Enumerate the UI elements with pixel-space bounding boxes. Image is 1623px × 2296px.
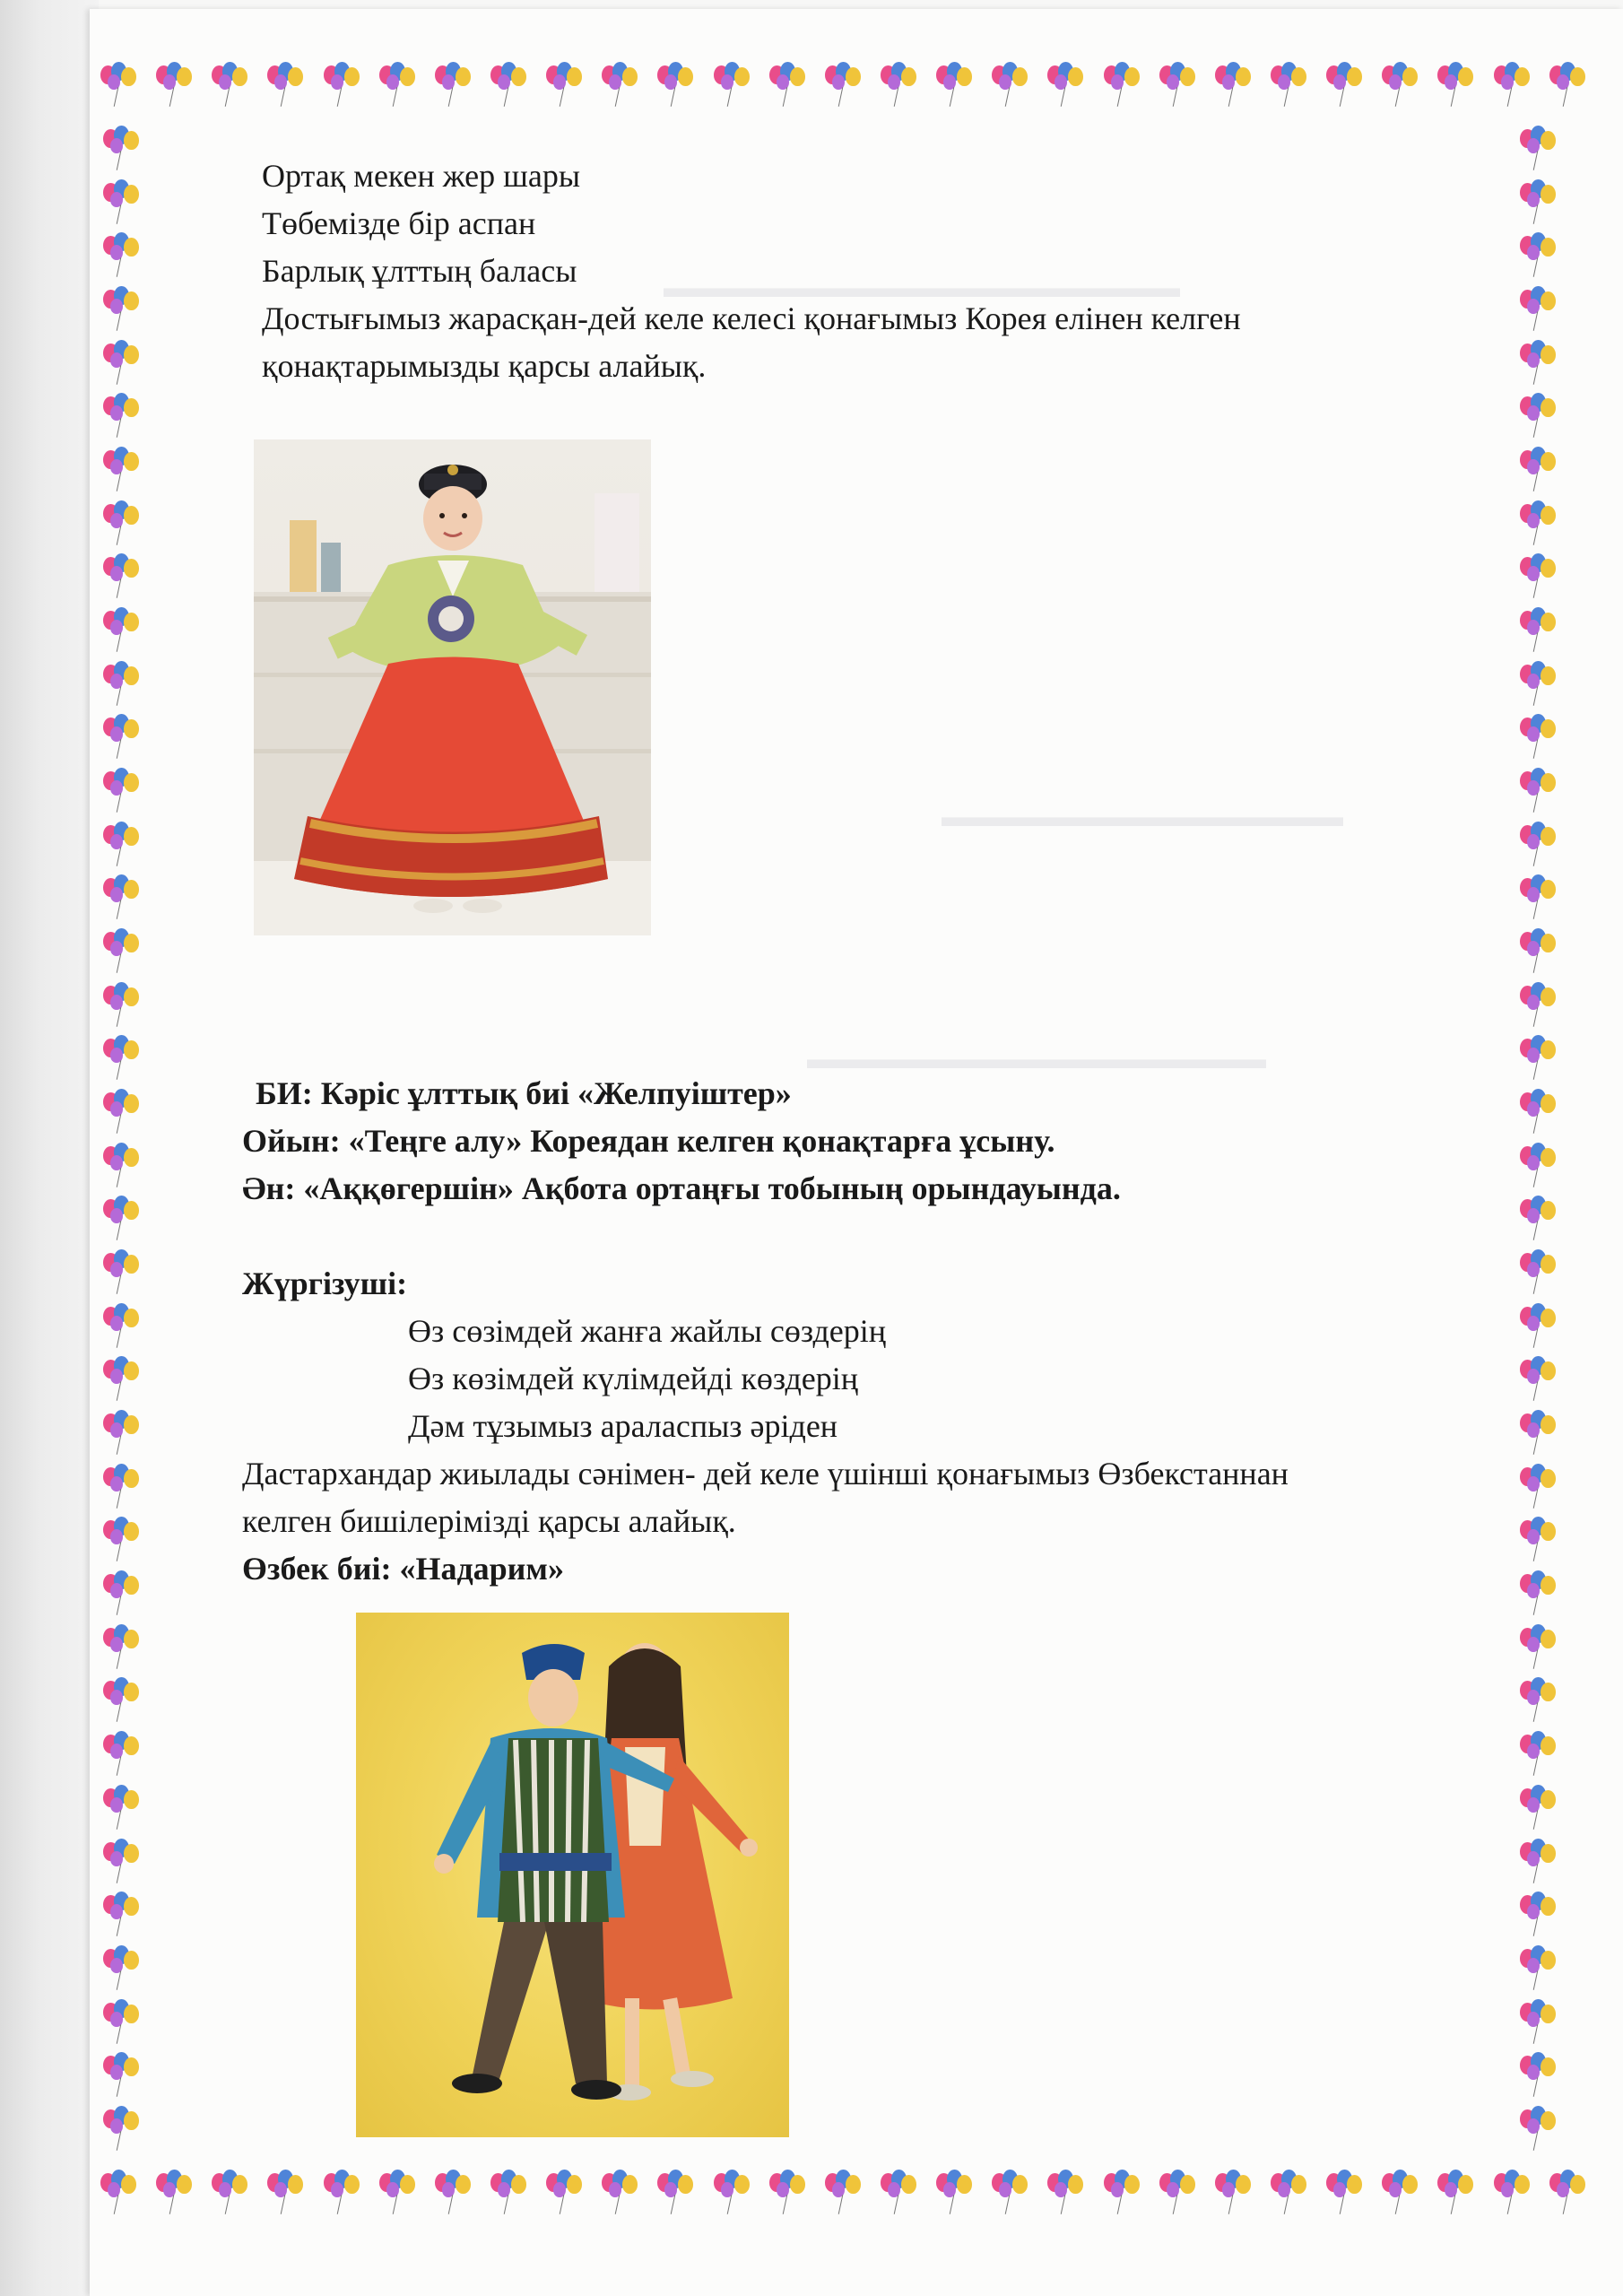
balloon-icon [1518,1303,1558,1350]
balloon-icon [1548,2170,1587,2216]
balloon-icon [1518,1410,1558,1457]
balloon-icon [1518,661,1558,708]
balloon-icon [1380,2170,1419,2216]
balloon-icon [101,982,141,1029]
balloon-icon [934,62,974,109]
show-through-line: ▬▬▬▬▬▬▬▬▬▬▬▬▬▬ [942,800,1343,832]
balloon-icon [489,2170,528,2216]
balloon-icon [101,1839,141,1885]
balloon-icon [101,232,141,279]
poem-line: Төбемізде бір аспан [262,205,536,241]
balloon-icon [101,179,141,226]
uzbek-dancers-drawing [356,1613,789,2137]
balloon-icon [1518,928,1558,975]
balloon-icon [101,1999,141,2046]
program-item-dance: БИ: Кәріс ұлттық биі «Желпуіштер» [256,1075,792,1111]
balloon-icon [1158,2170,1197,2216]
balloon-icon [544,2170,584,2216]
balloon-icon [1518,553,1558,600]
intro-uzbek-line: Дастархандар жиылады сәнімен- дей келе үшінші қонағымыз Өзбекстаннан [242,1456,1289,1492]
balloon-icon [655,2170,695,2216]
balloon-icon [1269,2170,1308,2216]
balloon-icon [101,340,141,387]
balloon-icon [210,62,249,109]
balloon-icon [101,1892,141,1938]
balloon-icon [990,2170,1029,2216]
balloon-icon [101,714,141,761]
balloon-icon [101,1624,141,1671]
balloon-icon [1158,62,1197,109]
balloon-icon [1518,1624,1558,1671]
program-item-game: Ойын: «Теңге алу» Кореядан келген қонақтарға ұсыну. [242,1123,1055,1159]
balloon-icon [879,2170,918,2216]
balloon-icon [101,928,141,975]
balloon-icon [378,2170,417,2216]
balloon-icon [1518,1570,1558,1617]
balloon-icon [322,2170,361,2216]
balloon-icon [1102,2170,1141,2216]
balloon-icon [101,1249,141,1296]
balloon-icon [265,62,305,109]
poem-line: Барлық ұлттың баласы [262,253,577,289]
balloon-icon [101,607,141,654]
balloon-border-left [90,126,152,2152]
balloon-icon [1518,2106,1558,2152]
balloon-icon [879,62,918,109]
balloon-icon [1518,1839,1558,1885]
balloon-icon [101,1570,141,1617]
balloon-icon [1518,607,1558,654]
balloon-icon [101,1303,141,1350]
balloon-icon [1518,822,1558,868]
program-item-song: Ән: «Аққөгершін» Ақбота ортаңғы тобының орындауында. [242,1170,1121,1206]
balloon-icon [1518,1945,1558,1992]
balloon-border-top [99,54,1587,117]
balloon-icon [101,126,141,172]
balloon-icon [1492,62,1532,109]
balloon-icon [600,2170,639,2216]
balloon-icon [1518,1731,1558,1778]
balloon-icon [210,2170,249,2216]
balloon-icon [1518,1892,1558,1938]
balloon-icon [101,1464,141,1510]
balloon-icon [1518,1143,1558,1189]
balloon-icon [1518,447,1558,493]
balloon-icon [101,553,141,600]
balloon-icon [1518,1196,1558,1242]
balloon-icon [1213,2170,1253,2216]
balloon-icon [101,447,141,493]
balloon-border-bottom [99,2161,1587,2224]
show-through-line: ▬▬▬▬▬▬▬▬▬▬▬▬▬▬▬▬▬▬ [664,271,1180,303]
balloon-icon [154,62,194,109]
balloon-icon [1518,1035,1558,1082]
poem-line: Өз сөзімдей жанға жайлы сөздерің [408,1313,887,1349]
balloon-icon [1548,62,1587,109]
balloon-icon [101,1196,141,1242]
balloon-icon [101,1517,141,1563]
balloon-icon [433,62,473,109]
scan-left-edge [0,0,99,2296]
balloon-icon [265,2170,305,2216]
balloon-icon [1518,1999,1558,2046]
balloon-icon [101,2106,141,2152]
balloon-icon [1518,286,1558,333]
balloon-icon [1492,2170,1532,2216]
balloon-icon [99,2170,138,2216]
balloon-icon [101,661,141,708]
balloon-icon [1518,1356,1558,1403]
balloon-icon [1436,2170,1475,2216]
balloon-icon [101,1089,141,1135]
show-through-line: ▬▬▬▬▬▬▬▬▬▬▬▬▬▬▬▬ [807,1042,1266,1074]
intro-korea-line: қонақтарымызды қарсы алайық. [262,348,707,384]
poem-line: Өз көзімдей күлімдейді көздерің [408,1361,859,1396]
balloon-icon [1518,393,1558,439]
balloon-icon [378,62,417,109]
balloon-icon [1518,1677,1558,1724]
balloon-icon [101,1731,141,1778]
balloon-icon [101,1410,141,1457]
balloon-icon [1518,1464,1558,1510]
balloon-icon [1518,500,1558,547]
balloon-icon [1436,62,1475,109]
balloon-icon [101,768,141,814]
balloon-icon [1518,982,1558,1029]
balloon-icon [101,286,141,333]
uzbek-dance-title: Өзбек биі: «Надарим» [242,1551,564,1587]
balloon-icon [934,2170,974,2216]
balloon-icon [1518,1785,1558,1831]
balloon-icon [600,62,639,109]
balloon-icon [101,500,141,547]
balloon-icon [101,2052,141,2099]
balloon-icon [101,1785,141,1831]
uzbek-dancers-illustration [356,1613,789,2137]
intro-uzbek-line: келген бишілерімізді қарсы алайық. [242,1503,736,1539]
balloon-icon [322,62,361,109]
hanbok-illustration [254,439,651,935]
balloon-icon [101,1677,141,1724]
balloon-icon [768,62,807,109]
balloon-icon [101,822,141,868]
balloon-icon [1518,874,1558,921]
balloon-icon [101,874,141,921]
girl-in-hanbok-photo [254,439,651,935]
balloon-icon [154,2170,194,2216]
balloon-icon [823,2170,863,2216]
balloon-icon [1518,768,1558,814]
balloon-icon [1046,62,1085,109]
balloon-icon [544,62,584,109]
balloon-icon [1518,2052,1558,2099]
balloon-icon [990,62,1029,109]
balloon-icon [489,62,528,109]
balloon-icon [712,62,751,109]
balloon-icon [101,1035,141,1082]
balloon-icon [823,62,863,109]
balloon-icon [1518,179,1558,226]
balloon-icon [655,62,695,109]
balloon-icon [1518,1517,1558,1563]
balloon-icon [1518,714,1558,761]
balloon-icon [1324,62,1364,109]
balloon-icon [433,2170,473,2216]
poem-line: Ортақ мекен жер шары [262,158,581,194]
balloon-icon [1046,2170,1085,2216]
intro-korea-line: Достығымыз жарасқан-дей келе келесі қонағымыз Корея елінен келген [262,300,1241,336]
balloon-border-right [1506,126,1569,2152]
balloon-icon [1518,126,1558,172]
balloon-icon [1380,62,1419,109]
balloon-icon [1213,62,1253,109]
balloon-icon [1518,1249,1558,1296]
balloon-icon [1269,62,1308,109]
poem-line: Дәм тұзымыз араласпыз әріден [408,1408,838,1444]
balloon-icon [768,2170,807,2216]
balloon-icon [101,1356,141,1403]
balloon-icon [101,1143,141,1189]
balloon-icon [101,1945,141,1992]
host-label: Жүргізуші: [242,1265,408,1301]
balloon-icon [1518,340,1558,387]
balloon-icon [712,2170,751,2216]
balloon-icon [101,393,141,439]
balloon-icon [99,62,138,109]
balloon-icon [1518,232,1558,279]
balloon-icon [1324,2170,1364,2216]
balloon-icon [1518,1089,1558,1135]
balloon-icon [1102,62,1141,109]
